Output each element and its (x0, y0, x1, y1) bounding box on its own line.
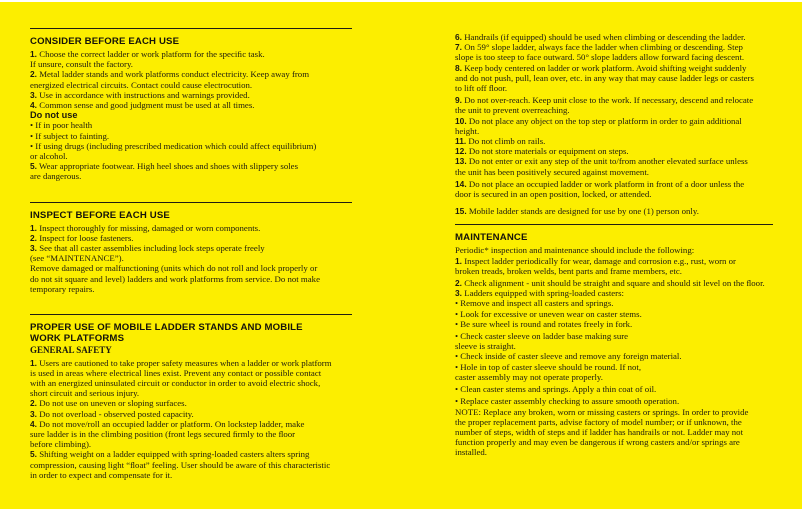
text-line: or alcohol. (30, 151, 68, 162)
text-line: temporary repairs. (30, 283, 95, 294)
text-line: • If using drugs (including prescribed medication which could affect equilibrium) (30, 140, 317, 151)
text-line: NOTE: Replace any broken, worn or missing casters or springs. In order to provide (455, 406, 749, 417)
bold-number: 8. (455, 62, 462, 73)
divider (30, 202, 352, 203)
text-line: Remove damaged or malfunctioning (units which do not roll and lock properly or (30, 263, 318, 274)
text-line: 3. Do not overload - observed posted capacity. (30, 408, 194, 419)
text-line: the unit has been positively secured against movement. (455, 166, 649, 177)
section-subheading: GENERAL SAFETY (30, 345, 112, 356)
bold-number: 3. (30, 89, 37, 100)
bold-number: 1. (30, 357, 37, 368)
text-line: and do not push, pull, lean over, etc. in any way that may cause ladder legs or casters (455, 72, 754, 83)
bold-number: 10. (455, 115, 467, 126)
section-body (30, 49, 352, 182)
bold-number: 7. (455, 42, 462, 53)
text-line: • If subject to fainting. (30, 130, 110, 141)
text-line: sure ladder is in the climbing position (front legs secured ﬁrmly to the ﬂoor (30, 428, 296, 439)
text-line: sleeve is straight. (455, 341, 516, 352)
bold-number: 4. (30, 418, 37, 429)
text-line: • Clean caster stems and springs. Apply a thin coat of oil. (455, 384, 657, 395)
text-line: do not sit square and level) ladders and work platforms from service. Do not make (30, 273, 320, 284)
text-line: the unit to prevent overreaching. (455, 105, 570, 116)
section-consider-before-each-use (30, 28, 352, 182)
text-line: • Replace caster assembly checking to assure smooth operation. (455, 396, 680, 407)
text-line: 4. Common sense and good judgment must be used at all times. (30, 100, 255, 111)
section-body (455, 245, 785, 457)
divider (30, 28, 352, 29)
text-line: 11. Do not climb on rails. (455, 136, 546, 147)
text-line: compression, causing light “ﬂoat” feeling. User should be aware of this characteristic (30, 459, 331, 470)
text-line: Do not use (30, 110, 78, 121)
bold-number: 3. (455, 288, 462, 299)
bold-number: 15. (455, 206, 467, 217)
text-line: the proper replacement parts, advise factory of model number; or if unknown, the (455, 416, 742, 427)
left-column (30, 24, 352, 480)
bold-number: 1. (455, 255, 462, 266)
text-line: 2. Inspect for loose fasteners. (30, 232, 134, 243)
text-line: • Check inside of caster sleeve and remove any foreign material. (455, 351, 682, 362)
text-line: 3. Use in accordance with instructions and warnings provided. (30, 89, 250, 100)
divider (455, 224, 773, 225)
text-line: door is secured in an open position, locked, or attended. (455, 189, 652, 200)
text-line: installed. (455, 447, 488, 458)
text-line: function properly and may even be dangerous if wrong casters and/or springs are (455, 437, 740, 448)
bold-number: 11. (455, 136, 467, 147)
text-line: 5. Shifting weight on a ladder equipped with spring-loaded casters alters spring (30, 449, 310, 460)
bold-number: 2. (455, 278, 462, 289)
text-line: 5. Wear appropriate footwear. High heel shoes and shoes with slippery soles (30, 161, 299, 172)
text-line: short circuit and serious injury. (30, 388, 140, 399)
text-line: 2. Do not use on uneven or sloping surfaces. (30, 398, 187, 409)
section-body (30, 358, 352, 480)
text-line: with an energized uninsulated circuit or conductor in order to avoid electric shock, (30, 377, 321, 388)
text-line: 9. Do not over-reach. Keep unit close to the work. If necessary, descend and relocate (455, 95, 754, 106)
text-line: • If in poor health (30, 120, 93, 131)
text-line: 4. Do not move/roll an occupied ladder or platform. On lockstep ladder, make (30, 418, 305, 429)
bold-number: 13. (455, 156, 467, 167)
text-line: 12. Do not store materials or equipment on steps. (455, 146, 629, 157)
bold-number: 1. (30, 49, 37, 59)
text-line: • Remove and inspect all casters and springs. (455, 298, 614, 309)
text-line: 1. Inspect ladder periodically for wear, damage and corrosion e.g., rust, worn or (455, 255, 736, 266)
bold-number: 9. (455, 95, 462, 106)
bold-number: 5. (30, 161, 37, 172)
section-heading: PROPER USE OF MOBILE LADDER STANDS AND MOBILE (30, 322, 303, 334)
bold-number: 3. (30, 243, 37, 254)
section-heading: MAINTENANCE (455, 232, 528, 244)
section-heading: CONSIDER BEFORE EACH USE (30, 36, 180, 47)
text-line: 3. See that all caster assemblies including lock steps operate freely (30, 243, 265, 254)
text-line: 8. Keep body centered on ladder or work platform. Avoid shifting weight suddenly (455, 62, 747, 73)
text-line: 1. Choose the correct ladder or work platform for the speciﬁc task. (30, 49, 265, 59)
text-line: 3. Ladders equipped with spring-loaded casters: (455, 288, 624, 299)
section-rules-6-15 (455, 32, 785, 216)
bold-number: 5. (30, 449, 37, 460)
text-line: slope is too steep to face outward. 50° slope ladders allow forward facing descent. (455, 52, 745, 63)
text-line: 2. Metal ladder stands and work platforms conduct electricity. Keep away from (30, 69, 310, 80)
text-line: height. (455, 125, 480, 136)
divider (30, 314, 352, 315)
text-line: (see “MAINTENANCE”). (30, 253, 124, 264)
text-line: 15. Mobile ladder stands are designed for use by one (1) person only. (455, 206, 699, 217)
text-line: • Hole in top of caster sleeve should be round. If not, (455, 361, 642, 372)
text-line: 1. Users are cautioned to take proper safety measures when a ladder or work platform (30, 357, 332, 368)
text-line: before climbing). (30, 439, 92, 450)
bold-number: 6. (455, 32, 462, 42)
text-line: 6. Handrails (if equipped) should be used when climbing or descending the ladder. (455, 32, 746, 42)
text-line: caster assembly may not operate properly. (455, 371, 603, 382)
text-line: • Look for excessive or uneven wear on caster stems. (455, 308, 642, 319)
text-line: is used in areas where electrical lines exist. Prevent any contact or possible contact (30, 367, 322, 378)
text-line: energized electrical circuits. Contact could cause electrocution. (30, 79, 253, 90)
text-line: to lift off ﬂoor. (455, 83, 508, 94)
section-maintenance (455, 224, 785, 457)
text-line: • Check caster sleeve on ladder base making sure (455, 331, 629, 342)
bold-number: 2. (30, 69, 37, 80)
text-line: 2. Check alignment - unit should be straight and square and should sit level on the ﬂoor. (455, 278, 765, 289)
section-proper-use (30, 314, 352, 480)
text-line: in order to expect and compensate for it. (30, 469, 173, 480)
section-body (30, 223, 352, 294)
bold-number: 1. (30, 222, 37, 233)
bold-number: 12. (455, 146, 467, 157)
text-line: 7. On 59° slope ladder, always face the ladder when climbing or descending. Step (455, 42, 743, 53)
text-line: broken treads, broken welds, bent parts and frame members, etc. (455, 265, 682, 276)
bold-number: 3. (30, 408, 37, 419)
right-column (455, 30, 785, 458)
text-line: Periodic* inspection and maintenance should include the following: (455, 245, 695, 256)
text-line: number of steps, width of steps and if ladder has handrails or not. Ladder may not (455, 426, 744, 437)
text-line: 1. Inspect thoroughly for missing, damaged or worn components. (30, 222, 261, 233)
bold-number: 14. (455, 178, 467, 189)
text-line: • Be sure wheel is round and rotates freely in fork. (455, 318, 633, 329)
top-edge (0, 0, 802, 2)
text-line: 14. Do not place an occupied ladder or work platform in front of a door unless the (455, 178, 745, 189)
text-line: are dangerous. (30, 171, 82, 182)
section-heading: INSPECT BEFORE EACH USE (30, 209, 170, 221)
bold-number: 2. (30, 398, 37, 409)
bold-number: 2. (30, 232, 37, 243)
section-body (455, 32, 785, 216)
text-line: If unsure, consult the factory. (30, 59, 134, 70)
section-heading: WORK PLATFORMS (30, 333, 125, 345)
text-line: 13. Do not enter or exit any step of the unit to/from another elevated surface unless (455, 156, 748, 167)
bold-number: 4. (30, 100, 37, 111)
section-inspect-before-each-use (30, 202, 352, 294)
text-line: 10. Do not place any object on the top step or platform in order to gain additional (455, 115, 742, 126)
